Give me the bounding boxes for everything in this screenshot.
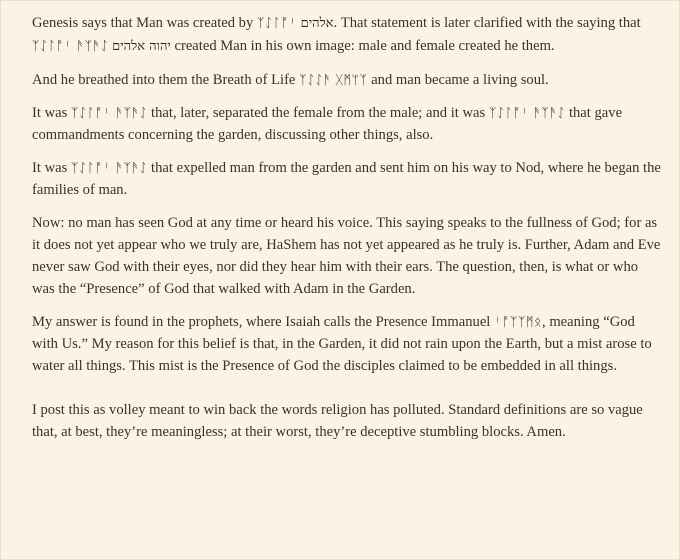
paragraph-expulsion bbox=[32, 157, 664, 201]
paleo-hebrew-name: ᛉᛇᛚᚩᛌ ᚫᛉᚫᛇ bbox=[488, 105, 566, 120]
text: that expelled man from the garden and sent him on his way to Nod, where he began the families of man. bbox=[32, 160, 661, 198]
text: , meaning “God with Us.” My reason for this belief is that, in the Garden, it did not rain upon the Earth, but a mist arose to water all things. This mist is the Presence of God the disciples claimed to be embedded in all things. bbox=[32, 314, 652, 374]
text: My answer is found in the prophets, where Isaiah calls the Presence Immanuel bbox=[32, 314, 494, 330]
paleo-hebrew-name: ᛉᛇᛚᚩᛌ ᚫᛉᚫᛇ bbox=[70, 160, 148, 175]
paragraph-separation bbox=[32, 102, 664, 146]
text: And he breathed into them the Breath of Life bbox=[32, 72, 300, 88]
paragraph-immanuel bbox=[32, 311, 664, 377]
hebrew-name: יהוה אלהים bbox=[112, 39, 171, 54]
paleo-hebrew-phrase: ᛉᛇᛇᚫ ᚷᛗᛘᛉ bbox=[299, 72, 368, 87]
paleo-hebrew-name: ᛉᛇᛚᚩᛌ ᚫᛉᚫᛇ bbox=[32, 38, 109, 53]
text: It was bbox=[32, 160, 71, 176]
text: that gave commandments concerning the garden, discussing other things, also. bbox=[32, 105, 623, 143]
text: Genesis says that Man was created by bbox=[32, 15, 257, 31]
paragraph-presence-question: Now: no man has seen God at any time or heard his voice. This saying speaks to the fullness of God; for as it does not yet appear who we truly are, HaShem has not yet appeared as he truly is. Further, Adam and Eve never saw God with their eyes, nor did they hear him with their ears. The question, then, is what or who was the “Presence” of God that walked with Adam in the Garden. bbox=[32, 215, 661, 297]
text: created Man in his own image: male and female created he them. bbox=[170, 38, 555, 54]
paleo-hebrew-name: ᛉᛇᛚᚩᛌ bbox=[256, 15, 297, 30]
article-body bbox=[32, 12, 664, 454]
text: . That statement is later clarified with the saying that bbox=[333, 15, 641, 31]
paragraph-closing: I post this as volley meant to win back the words religion has polluted. Standard definitions are so vague that, at best, they’re meaningless; at their worst, they’re deceptive stumbling blocks. Amen. bbox=[32, 402, 643, 440]
text: and man became a living soul. bbox=[367, 72, 549, 88]
text: that, later, separated the female from the male; and it was bbox=[147, 105, 489, 121]
hebrew-name: אלהים bbox=[300, 16, 334, 31]
paleo-hebrew-name: ᛌᚩᛉᛉᛗᛟ bbox=[494, 314, 543, 329]
paragraph-breath bbox=[32, 69, 664, 91]
paragraph-genesis bbox=[32, 12, 664, 58]
paleo-hebrew-name: ᛉᛇᛚᚩᛌ ᚫᛉᚫᛇ bbox=[70, 105, 148, 120]
text: It was bbox=[32, 105, 71, 121]
